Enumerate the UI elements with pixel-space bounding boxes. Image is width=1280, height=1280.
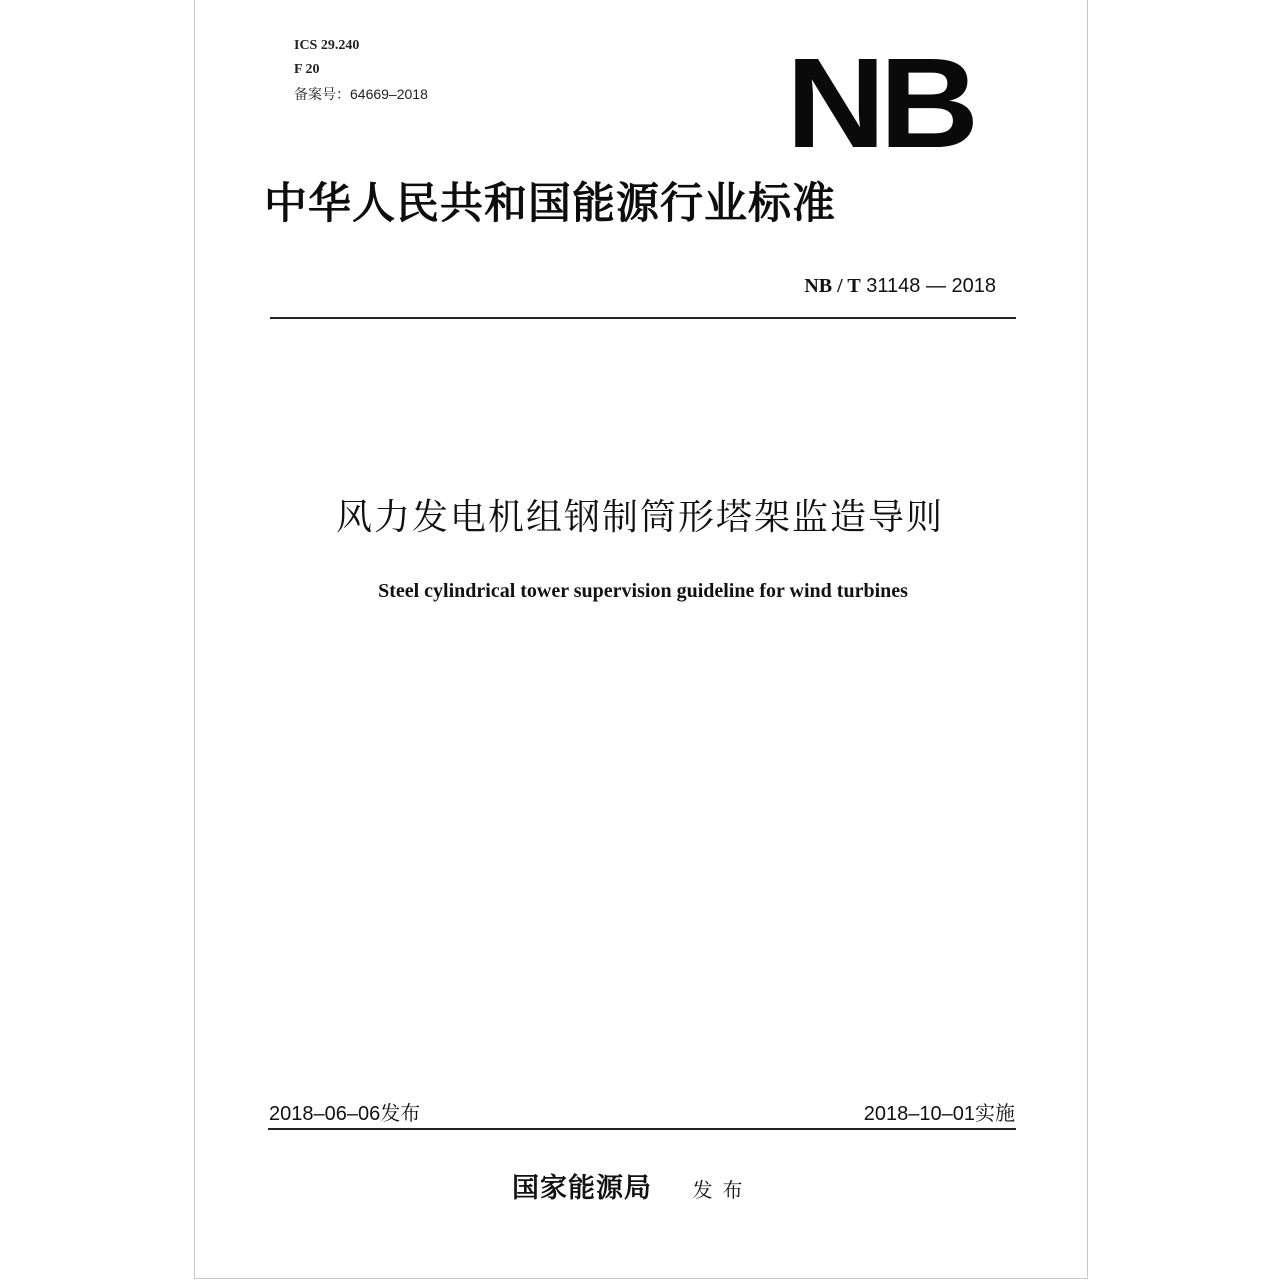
standard-code-number: 31148 — 2018	[866, 275, 996, 297]
effective-date: 2018–10–01实施	[863, 1103, 1015, 1125]
standard-code-prefix: NB / T	[804, 275, 861, 297]
footer-divider	[268, 1128, 1016, 1130]
document-title-english: Steel cylindrical tower supervision guideline for wind turbines	[378, 580, 908, 602]
nb-logo: NB	[786, 32, 973, 175]
record-number: 备案号：64669–2018	[294, 86, 428, 102]
issuing-organization: 国家能源局	[512, 1173, 652, 1204]
standard-category-title: 中华人民共和国能源行业标准	[264, 179, 836, 229]
publish-date: 2018–06–06发布	[269, 1103, 421, 1125]
document-title-chinese: 风力发电机组钢制筒形塔架监造导则	[335, 497, 944, 538]
issue-action: 发布	[692, 1178, 753, 1202]
class-code: F 20	[294, 62, 320, 77]
ics-code: ICS 29.240	[294, 38, 360, 53]
header-divider	[270, 317, 1016, 319]
standard-code	[804, 272, 996, 300]
classification-block	[294, 34, 428, 106]
issuer-line	[512, 1170, 752, 1209]
